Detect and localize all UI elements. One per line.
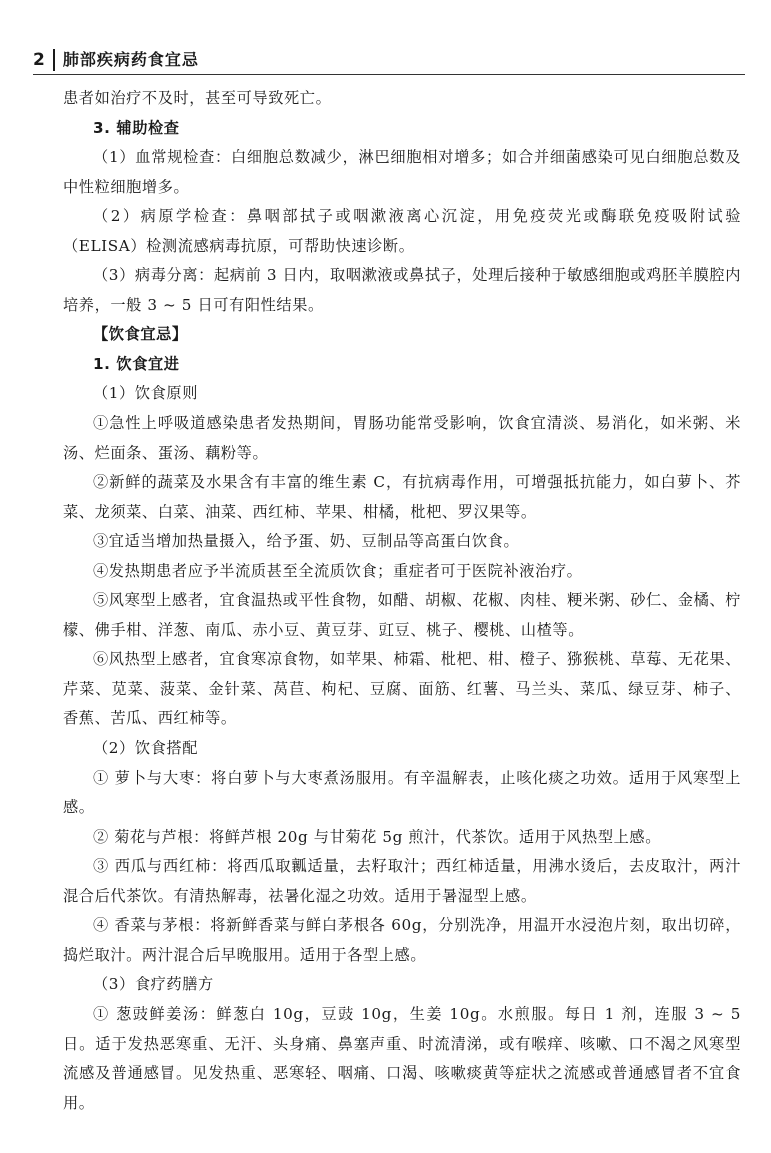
page-body (63, 84, 741, 1118)
section-title-diet: 【饮食宜忌】 (93, 325, 188, 344)
page-header (33, 24, 739, 72)
paragraph: ③宜适当增加热量摄入，给予蛋、奶、豆制品等高蛋白饮食。 (93, 532, 520, 551)
paragraph: ① 葱豉鲜姜汤：鲜葱白 10g，豆豉 10g，生姜 10g。水煎服。每日 1 剂，连服 3 ~ 5 日。适于发热恶寒重、无汗、头身痛、鼻塞声重、时流清涕，或有喉痒、咳嗽、口不渴之风寒型流感及普通感冒。见发热重、恶寒轻、咽痛、口渴、咳嗽痰黄等症状之流感或普通感冒者不宜食用。 (63, 1004, 741, 1112)
running-title: 肺部疾病药食宜忌 (62, 50, 199, 69)
header-divider (53, 49, 55, 71)
subheading-auxiliary-exam: 3. 辅助检查 (93, 118, 180, 137)
paragraph: 患者如治疗不及时，甚至可导致死亡。 (63, 89, 332, 107)
paragraph: ①急性上呼吸道感染患者发热期间，胃肠功能常受影响，饮食宜清淡、易消化，如米粥、米汤、烂面条、蛋汤、藕粉等。 (63, 414, 741, 462)
paragraph: （3）病毒分离：起病前 3 日内，取咽漱液或鼻拭子，处理后接种于敏感细胞或鸡胚羊膜腔内培养，一般 3 ~ 5 日可有阳性结果。 (63, 266, 741, 314)
paragraph: ⑤风寒型上感者，宜食温热或平性食物，如醋、胡椒、花椒、肉桂、粳米粥、砂仁、金橘、柠檬、佛手柑、洋葱、南瓜、赤小豆、黄豆芽、豇豆、桃子、樱桃、山楂等。 (63, 591, 741, 639)
header-rule (33, 74, 745, 75)
subheading-diet-therapy: （3）食疗药膳方 (93, 975, 214, 994)
subheading-diet-principles: （1）饮食原则 (93, 384, 198, 403)
paragraph: （1）血常规检查：白细胞总数减少，淋巴细胞相对增多；如合并细菌感染可见白细胞总数及中性粒细胞增多。 (63, 148, 741, 196)
paragraph: （2）病原学检查：鼻咽部拭子或咽漱液离心沉淀，用免疫荧光或酶联免疫吸附试验（ELISA）检测流感病毒抗原，可帮助快速诊断。 (63, 207, 741, 255)
paragraph: ④ 香菜与茅根：将新鲜香菜与鲜白茅根各 60g，分别洗净，用温开水浸泡片刻，取出切碎，捣烂取汁。两汁混合后早晚服用。适用于各型上感。 (63, 916, 741, 964)
subheading-diet-recommended: 1. 饮食宜进 (93, 354, 180, 373)
page-number: 2 (33, 50, 45, 70)
subheading-diet-combinations: （2）饮食搭配 (93, 739, 198, 758)
paragraph: ④发热期患者应予半流质甚至全流质饮食；重症者可于医院补液治疗。 (93, 561, 583, 580)
paragraph: ③ 西瓜与西红柿：将西瓜取瓤适量，去籽取汁；西红柿适量，用沸水烫后，去皮取汁，两汁混合后代茶饮。有清热解毒，祛暑化湿之功效。适用于暑湿型上感。 (63, 857, 741, 905)
paragraph: ① 萝卜与大枣：将白萝卜与大枣煮汤服用。有辛温解表，止咳化痰之功效。适用于风寒型上感。 (63, 768, 741, 817)
paragraph: ②新鲜的蔬菜及水果含有丰富的维生素 C，有抗病毒作用，可增强抵抗能力，如白萝卜、芥菜、龙须菜、白菜、油菜、西红柿、苹果、柑橘，枇杷、罗汉果等。 (63, 473, 741, 521)
paragraph: ⑥风热型上感者，宜食寒凉食物，如苹果、柿霜、枇杷、柑、橙子、猕猴桃、草莓、无花果、芹菜、苋菜、菠菜、金针菜、莴苣、枸杞、豆腐、面筋、红薯、马兰头、菜瓜、绿豆芽、柿子、香蕉、苦瓜、西红柿等。 (63, 650, 741, 728)
paragraph: ② 菊花与芦根：将鲜芦根 20g 与甘菊花 5g 煎汁，代茶饮。适用于风热型上感。 (93, 827, 661, 846)
